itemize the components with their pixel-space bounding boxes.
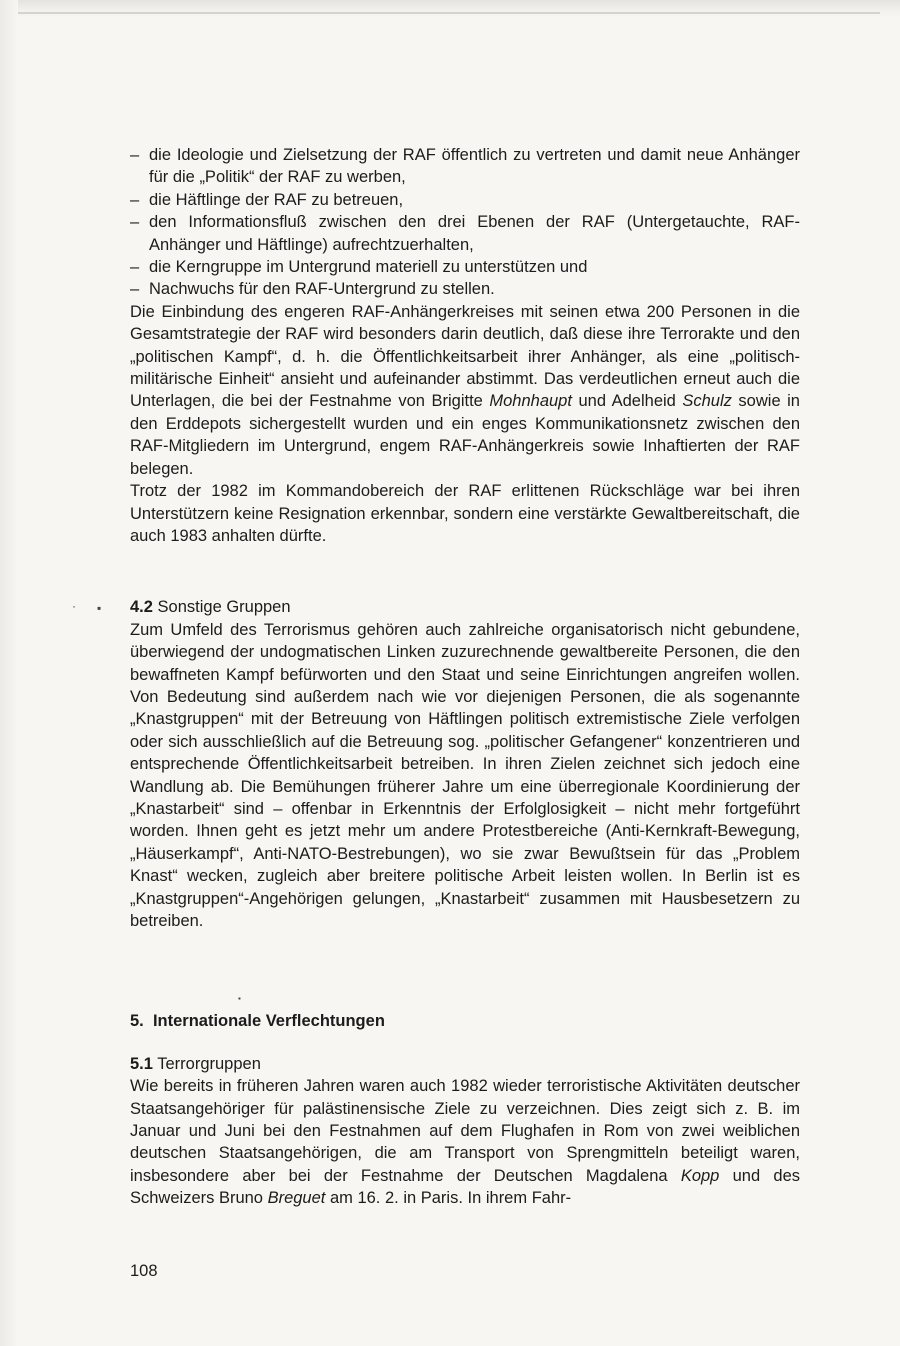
scan-speck: ·: [72, 599, 76, 613]
document-page: [130, 144, 800, 1210]
section-heading-5-1: 5.1 Terrorgruppen: [130, 1054, 261, 1073]
person-name: Schulz: [682, 392, 732, 411]
scan-left-edge: [0, 0, 18, 1346]
task-list: [130, 144, 800, 301]
person-name: Breguet: [267, 1189, 326, 1208]
paragraph-raf-integration: Die Einbindung des engeren RAF-Anhängerkreises mit seinen etwa 200 Personen in die Gesamtstrategie der RAF wird besonders darin deutlich, daß diese ihre Terrorakte und den „politischen Kampf“, d. h. die Öffentlichkeitsarbeit ihrer Anhänger, als eine „politisch-militärische Einheit“ ansieht und aufeinander abstimmt. Das verdeutlichen erneut auch die Unterlagen, die bei der Festnahme von Brigitte Mohnhaupt und Adelheid Schulz sowie in den Erddepots sichergestellt wurden und ein enges Kommunikationsnetz zwischen den RAF-Mitgliedern im Untergrund, engem RAF-Anhängerkreis sowie Inhaftierten der RAF belegen.: [130, 302, 800, 478]
list-item: – die Kerngruppe im Untergrund materiell zu unterstützen und: [130, 256, 800, 278]
list-item: – die Häftlinge der RAF zu betreuen,: [130, 189, 800, 211]
chapter-heading-5: 5. Internationale Verflechtungen: [130, 1012, 385, 1031]
scan-top-edge: [0, 0, 900, 18]
list-item: – die Ideologie und Zielsetzung der RAF öffentlich zu vertreten und damit neue Anhänger für die „Politik“ der RAF zu werben,: [130, 144, 800, 189]
paragraph-outlook: Trotz der 1982 im Kommandobereich der RAF erlittenen Rückschläge war bei ihren Unterstützern keine Resignation erkennbar, sondern eine verstärkte Gewaltbereitschaft, die auch 1983 anhalten dürfte.: [130, 482, 800, 545]
person-name: Mohnhaupt: [489, 392, 572, 411]
list-item: – den Informationsfluß zwischen den drei Ebenen der RAF (Untergetauchte, RAF-Anhänger und Häftlinge) aufrechtzuerhalten,: [130, 211, 800, 256]
scan-speck: ▪: [238, 994, 241, 1003]
section-heading-4-2: 4.2 Sonstige Gruppen: [130, 598, 291, 617]
page-number: 108: [130, 1262, 158, 1280]
scan-speck: ▪: [97, 601, 102, 615]
list-item: – Nachwuchs für den RAF-Untergrund zu stellen.: [130, 278, 800, 300]
paragraph-terror-groups: Wie bereits in früheren Jahren waren auch 1982 wieder terroristische Aktivitäten deutscher Staatsangehöriger für palästinensische Ziele zu verzeichnen. Dies zeigt sich z. B. im Januar und Juni bei den Festnahmen auf dem Flughafen in Rom von zwei weiblichen deutschen Staatsangehörigen, die am Transport von Sprengmitteln beteiligt waren, insbesondere aber bei der Festnahme der Deutschen Magdalena Kopp und des Schweizers Bruno Breguet am 16. 2. in Paris. In ihrem Fahr-: [130, 1077, 800, 1208]
paragraph-other-groups: Zum Umfeld des Terrorismus gehören auch zahlreiche organisatorisch nicht gebundene, überwiegend der undogmatischen Linken zuzurechnende gewaltbereite Personen, die den bewaffneten Kampf befürworten und den Staat und seine Einrichtungen angreifen wollen. Von Bedeutung sind außerdem nach wie vor diejenigen Personen, die als sogenannte „Knastgruppen“ mit der Betreuung von Häftlingen politisch extremistische Ziele verfolgen oder sich ausschließlich auf die Betreuung sog. „politischer Gefangener“ konzentrieren und entsprechende Öffentlichkeitsarbeit betreiben. In ihren Zielen zeichnet sich jedoch eine Wandlung ab. Die Bemühungen früherer Jahre um eine überregionale Koordinierung der „Knastarbeit“ sind – offenbar in Erkenntnis der Erfolglosigkeit – nicht mehr fortgeführt worden. Ihnen geht es jetzt mehr um andere Protestbereiche (Anti-Kernkraft-Bewegung, „Häuserkampf“, Anti-NATO-Bestrebungen), wo sie zwar Bewußtsein für das „Problem Knast“ wecken, zugleich aber breitere politische Arbeit leisten wollen. In Berlin ist es „Knastgruppen“-Angehörigen gelungen, „Knastarbeit“ zusammen mit Hausbesetzern zu betreiben.: [130, 620, 800, 930]
person-name: Kopp: [680, 1166, 720, 1185]
